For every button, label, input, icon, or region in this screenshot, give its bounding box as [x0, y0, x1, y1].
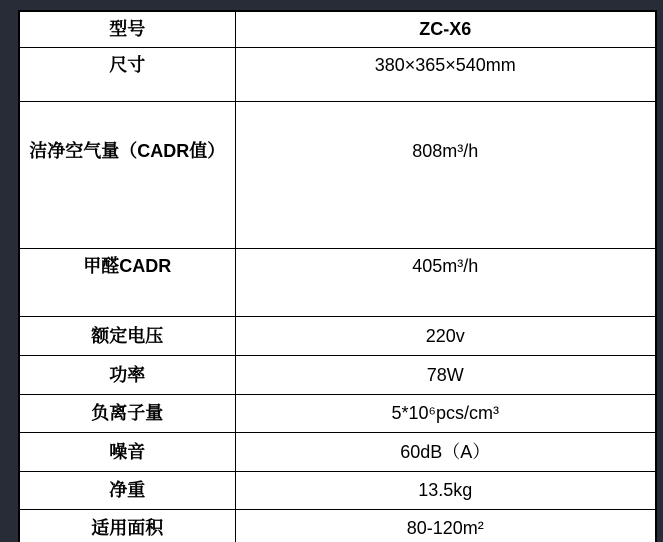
spec-value-power: 78W — [235, 356, 656, 395]
spec-label-cadr: 洁净空气量（CADR值） — [19, 102, 235, 249]
spec-value-net-weight: 13.5kg — [235, 472, 656, 510]
spec-value-cadr: 808m³/h — [235, 102, 656, 249]
spec-row-formaldehyde-cadr — [19, 249, 656, 317]
spec-table — [18, 10, 657, 542]
spec-value-coverage-area: 80-120m² — [235, 510, 656, 542]
spec-label-dimensions: 尺寸 — [19, 48, 235, 102]
spec-label-net-weight: 净重 — [19, 472, 235, 510]
spec-row-coverage-area — [19, 510, 656, 542]
spec-label-coverage-area: 适用面积 — [19, 510, 235, 542]
spec-value-dimensions: 380×365×540mm — [235, 48, 656, 102]
spec-row-rated-voltage — [19, 317, 656, 356]
spec-row-cadr — [19, 102, 656, 249]
spec-label-anion-output: 负离子量 — [19, 395, 235, 433]
spec-value-noise: 60dB（A） — [235, 433, 656, 472]
spec-value-rated-voltage: 220v — [235, 317, 656, 356]
spec-row-noise — [19, 433, 656, 472]
spec-row-power — [19, 356, 656, 395]
spec-row-model — [19, 11, 656, 48]
spec-value-anion-output: 5*10⁶pcs/cm³ — [235, 395, 656, 433]
spec-value-model: ZC-X6 — [235, 11, 656, 48]
spec-label-model: 型号 — [19, 11, 235, 48]
spec-label-power: 功率 — [19, 356, 235, 395]
spec-value-formaldehyde-cadr: 405m³/h — [235, 249, 656, 317]
spec-label-formaldehyde-cadr: 甲醛CADR — [19, 249, 235, 317]
spec-row-anion-output — [19, 395, 656, 433]
spec-label-rated-voltage: 额定电压 — [19, 317, 235, 356]
spec-row-net-weight — [19, 472, 656, 510]
spec-label-noise: 噪音 — [19, 433, 235, 472]
spec-row-dimensions — [19, 48, 656, 102]
